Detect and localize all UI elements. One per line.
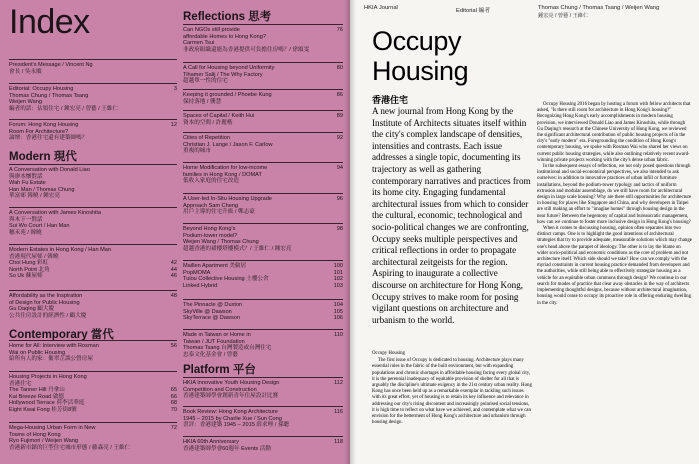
toc-entry-title: Housing Projects in Hong Kong 香港住宅 The Tanner Hill 丹拿山 Kai Breeze Road 啟德 Hollywood Terrace 荷李活華庭 Eight Kwai Fong 桂芳街8號 (9, 374, 87, 413)
body-paragraph: The first issue of Occupy is dedicated to housing. Architecture plays many essential roles in the fabric of the built environment, but with expanding populations and chronic shortages in affordable housing facing every global city, it is the perennial inadequacy of equitable provision of shelter for all that is arguably the discipline's ultimate exigency in the 21st century urban reality. Hong Kong has once been held up as a remarkable exemplar in tackling such issues with its great effort, yet of housing is to retain its key influence and relevance in addressing our city's rising discontent and increasingly polarised social tensions, it is high time to reflect on what have we achieved, and contemplate what we can envision for the betterment of Hong Kong's architecture and urbanism through housing design. (372, 358, 532, 426)
toc-page-number: 48 (170, 293, 177, 299)
toc-entry-title: Keeping it grounded / Phoebe Kung 保持落地 / 龔慧 (183, 92, 272, 105)
toc-page-number: 89 (336, 113, 343, 119)
divider (183, 110, 343, 111)
toc-entry[interactable] (183, 409, 343, 429)
editorial-authors-cn: 鍾宏亮 / 曾藝 / 王維仁 (538, 13, 589, 19)
divider (183, 132, 343, 133)
toc-entry[interactable] (9, 122, 177, 142)
divider (183, 193, 343, 194)
divider (183, 436, 343, 437)
toc-page-number: 98 (336, 226, 343, 232)
toc-page-number: 118 (334, 439, 343, 445)
toc-entry[interactable] (183, 263, 343, 289)
toc-entry-title: Made in Taiwan or Home in Taiwan / JUT Foundation Thomas Tsang 台灣製造或台灣住宅 忠泰文化基金會 / 曾藝 (183, 332, 272, 358)
divider (183, 260, 343, 261)
divider (9, 244, 177, 245)
divider (9, 164, 177, 165)
toc-entry[interactable] (183, 135, 343, 155)
toc-page-number: 3 (173, 86, 177, 92)
toc-entry-title: A User-led In-Situ Housing Upgrade Approach Sam Cheng 用戶主導的住宅升級 / 鄭志豪 (183, 196, 272, 216)
toc-entry-title: A Conversation with Donald Liao 與廖本懷對話 Wah Fu Estate Han Man / Thomas Chung 華富邨 韓曉 / 鍾宏亮 (9, 167, 90, 200)
divider (183, 24, 343, 25)
divider (9, 422, 177, 423)
index-title: Index (9, 3, 90, 41)
toc-entry[interactable] (9, 210, 177, 236)
toc-entry-title: HKIA 60th Anniversary 香港建築師學會60週年 Events 活動 (183, 439, 271, 452)
section-heading: Modern 現代 (9, 151, 77, 163)
article-subtitle-cn: 香港住宅 (372, 95, 409, 105)
toc-entry[interactable] (9, 425, 177, 451)
body-paragraph: Occupy Housing 2016 began by hosting a forum with fellow architects that asked, "Is there still room for architecture in Hong Kong's housing?" Recognizing Hong Kong's early accomplishments in modern housing provision, we interviewed Donald Liao and James Kinoshita, while through Gu Daqing's research at the Chinese University of Hong Kong, we reviewed the significant architectural contribution of public housing projects of in the city's "early modern" era. Foregrounding the condition of Hong Kong's contemporary housing, we spoke with Rosman Wai who shared her views on current public housing strategies, while also outlining relatively recent award-winning private projects working with the city's dense urban fabric. (537, 102, 691, 163)
toc-entry[interactable] (9, 343, 177, 363)
toc-entry[interactable] (183, 113, 343, 126)
toc-page-number: 76 (336, 27, 343, 33)
toc-entry-title: Spaces of Capital / Keith Hui 資本的空間 / 許麗楷 (183, 113, 255, 126)
toc-entry-title: Maillen Apartment 美倫居 PopMOMA Tulou Collective Housing 土樓公舍 Linked Hybrid (183, 263, 269, 289)
toc-page-number: 104 105 106 (333, 302, 343, 322)
toc-entry-title: HKIA Innovative Youth Housing Design Competition and Construction 香港建築師學會創新青年住屋設計比賽 (183, 380, 280, 400)
toc-page-number: 56 (170, 343, 177, 349)
toc-entry-title: Home for All: Interview with Rosman Wai on Public Housing 給所有人的家：衛翠芷談公營房屋 (9, 343, 99, 363)
section-label: Editorial 編者 (456, 8, 491, 14)
toc-page-number: 112 (334, 380, 343, 386)
divider (183, 62, 343, 63)
lead-paragraph: A new journal from Hong Kong by the Institute of Architects situates itself within the city's complex landscape of densities, intensities and contrasts. Each issue addresses a single topic, documenting its trajectory as well as gathering contemporary narratives and practices from its home city. Engaging fundamental architectural issues from which to consider the cultural, economic, technological and socio-political changes we are confronting, Occupy seeks multiple perspectives and critical reflections in order to propagate architectural zeitgeists for the region. Aspiring to inaugurate a collective discourse on architecture for Hong Kong, Occupy strives to make room for posing vigilant questions on architecture and urbanism to the world. (372, 106, 531, 325)
divider (9, 83, 177, 84)
divider (9, 340, 177, 341)
section-heading: Contemporary 當代 (9, 329, 114, 341)
body-column-left (372, 351, 532, 426)
toc-page-number: 100 101 102 103 (333, 263, 343, 289)
toc-page-number: 12 (170, 122, 177, 128)
divider (9, 290, 177, 291)
toc-entry[interactable] (183, 196, 343, 216)
toc-page-number: 94 (336, 165, 343, 171)
toc-entry[interactable] (183, 380, 343, 400)
divider (183, 89, 343, 90)
toc-entry-title: A Conversation with James Kinoshita 與木下一對話 Sui Wo Court / Han Man 穗禾苑 / 韓曉 (9, 210, 102, 236)
toc-entry-title: Mega-Housing Urban Form in New Towns of Hong Kong Ryo Fujimori / Weijen Wang 香港新市鎮的巨型住宅城市形態 / 藤森亮 / 王維仁 (9, 425, 131, 451)
toc-entry-title: A Call for Housing beyond Uniformity Tihamer Salij / The Why Factory 超越單一性的住宅 (183, 65, 275, 85)
toc-entry[interactable] (183, 332, 343, 358)
toc-entry-title: Home Modification for low-income families in Hong Kong / DOMAT 低收入家庭的住宅改造 (183, 165, 268, 185)
section-heading: Platform 平台 (183, 364, 256, 376)
toc-entry[interactable] (9, 62, 177, 75)
body-column-right (537, 102, 692, 307)
toc-entry[interactable] (183, 65, 343, 85)
toc-page-number: 72 (170, 425, 177, 431)
toc-entry-title: Affordability as the Inspiration of Design for Public Housing Gu Daqing 顧大慶 公共住房設計的經濟性 / 顧大慶 (9, 293, 87, 319)
editorial-authors: Thomas Chung / Thomas Tsang / Weijen Wang (538, 5, 660, 11)
divider (183, 162, 343, 163)
toc-entry-title: Beyond Hong Kong's Podium-tower model? Weijen Wang / Thomas Chung 超越香港的裙樓塔樓模式？/ 王維仁 / 鍾宏亮 (183, 226, 292, 252)
toc-entry[interactable] (183, 92, 343, 105)
toc-entry[interactable] (9, 247, 177, 280)
toc-entry[interactable] (9, 86, 177, 112)
article-title: Occupy Housing (372, 26, 469, 86)
toc-page-number: 42 44 46 (170, 260, 177, 280)
toc-entry-title: Book Review: Hong Kong Architecture 1945 – 2015 by Charlie Xue / Sun Cong 書評：香港建築 1945 – 2015 薛求理 / 孫聰 (183, 409, 290, 429)
toc-entry[interactable] (183, 27, 343, 53)
body-section-title: Occupy Housing (372, 351, 406, 356)
toc-entry-title: Forum: Hong Kong Housing Room For Architecture? 論壇：香港住宅還有建築師嗎？ (9, 122, 88, 142)
toc-entry[interactable] (183, 439, 343, 452)
toc-page-number: 116 (334, 409, 343, 415)
toc-page-number: 96 (336, 196, 343, 202)
divider (9, 119, 177, 120)
divider (9, 59, 177, 60)
toc-entry-title: The Pinnacle @ Duxton SkyVille @ Dawson SkyTerrace @ Dawson (183, 302, 243, 322)
body-paragraph: When it comes to discussing housing, opinion often separates into two distinct camps. One is to highlight the good intentions of architectural strategies that try to provide adequate, measurable solutions which may change one's head above the parapet of ideology. The other is to lay the blame on wider socio-political and economic conditions as the core of problem and not architecture itself. Which side should we take? How can we comply with the myriad constraints in current housing practice demanded from developers and the authorities, while still being able to effectively strategize housing as a vehicle for an equitable urban commons through design? We continue in our search for modes of practice that clear away obstacles in the way of architects implementing thoughtful designs, because without architectural imagination, housing would cease to occupy its proactive role in offering enduring dwelling in the city. (537, 226, 692, 306)
divider (183, 223, 343, 224)
section-heading: Reflections 思考 (183, 11, 272, 23)
toc-entry-title: Can NGOs still provide affordable Homes to Hong Kong? Carmen Tsui 非政府組織還能為香港提供可負擔住房嗎？/ 徐頌雯 (183, 27, 310, 53)
toc-page-number: 92 (336, 135, 343, 141)
toc-entry[interactable] (183, 302, 343, 322)
divider (9, 207, 177, 208)
divider (183, 377, 343, 378)
toc-entry[interactable] (183, 226, 343, 252)
toc-page-number: 110 (334, 332, 343, 338)
toc-entry-title: Modern Estates in Hong Kong / Han Man 香港現代屋邨 / 韓曉 Choi Hung 彩虹 North Point 北角 So Uk 蘇屋邨 (9, 247, 111, 280)
toc-entry[interactable] (9, 374, 177, 414)
toc-page-number: 86 (336, 92, 343, 98)
toc-entry[interactable] (183, 165, 343, 185)
toc-entry[interactable] (9, 293, 177, 319)
toc-entry-title: Editorial: Occupy Housing Thomas Chung / Thomas Tsang Weijen Wang 編者的話：佔領住宅 / 鍾宏亮 / 曾藝 / 王維仁 (9, 86, 119, 112)
divider (183, 329, 343, 330)
divider (183, 406, 343, 407)
toc-entry-title: President's Message / Vincent Ng 會長 / 吳永順 (9, 62, 93, 75)
toc-entry[interactable] (9, 167, 177, 200)
toc-entry-title: Cities of Repetition Christian J. Lange / Jason F. Carlow 重複的城市 (183, 135, 273, 155)
journal-name: HKIA Journal (364, 5, 398, 11)
toc-page-number: 65 66 68 70 (170, 387, 177, 413)
body-paragraph: In the subsequent essays of reflection, we not only posed questions through institutional and social-economical perspectives, we also intended to ask ourselves: in addition to innovative practices of urban infill or furniture installations, beyond the podium-tower typology and tactics of uniform extrusion and modular assemblage, do we still have room for architectural design in large scale housing? Why are there still opportunities for architecture in housing for places like Singapore and China, and why developers in Taipei are still making an effort to "imagine homes" through housing design in the near future? Between the hegemony of capital and bureaucratic management, how can we continue to foster more inclusive design in Hong Kong's housing? (537, 164, 692, 225)
divider (183, 299, 343, 300)
toc-page-number: 80 (336, 65, 343, 71)
divider (9, 371, 177, 372)
